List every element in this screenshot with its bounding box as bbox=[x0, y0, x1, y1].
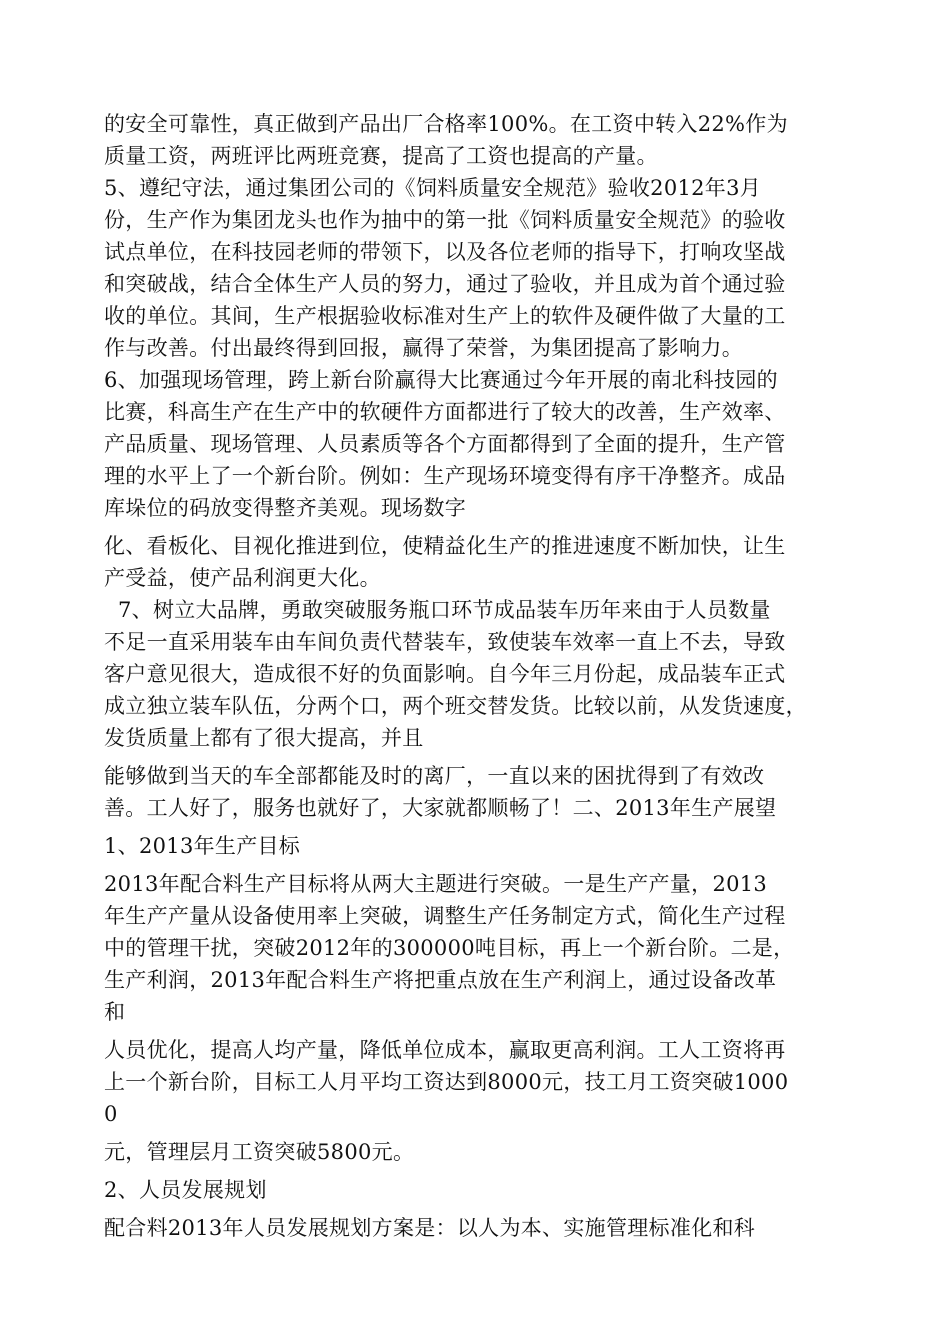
text-line: 份，生产作为集团龙头也作为抽中的第一批《饲料质量安全规范》的验收 bbox=[104, 208, 786, 232]
text-line: 中的管理干扰，突破2012年的300000吨目标，再上一个新台阶。二是， bbox=[104, 936, 795, 960]
text-line: 和突破战，结合全体生产人员的努力，通过了验收，并且成为首个通过验 bbox=[104, 272, 786, 296]
text-line: 化、看板化、目视化推进到位，使精益化生产的推进速度不断加快，让生 bbox=[104, 534, 786, 558]
text-line: 6、加强现场管理，跨上新台阶赢得大比赛通过今年开展的南北科技园的 bbox=[104, 368, 778, 392]
text-line: 产品质量、现场管理、人员素质等各个方面都得到了全面的提升，生产管 bbox=[104, 432, 786, 456]
text-line: 比赛，科高生产在生产中的软硬件方面都进行了较大的改善，生产效率、 bbox=[104, 400, 786, 424]
text-line: 发货质量上都有了很大提高，并且 bbox=[104, 726, 424, 750]
text-line: 成立独立装车队伍，分两个口，两个班交替发货。比较以前，从发货速度， bbox=[104, 694, 807, 718]
text-line: 产受益，使产品利润更大化。 bbox=[104, 566, 381, 590]
text-line: 的安全可靠性，真正做到产品出厂合格率100%。在工资中转入22%作为 bbox=[104, 112, 788, 136]
text-line: 能够做到当天的车全部都能及时的离厂，一直以来的困扰得到了有效改 bbox=[104, 764, 765, 788]
text-line: 质量工资，两班评比两班竞赛，提高了工资也提高的产量。 bbox=[104, 144, 658, 168]
text-line: 作与改善。付出最终得到回报，赢得了荣誉，为集团提高了影响力。 bbox=[104, 336, 743, 360]
text-line: 生产利润，2013年配合料生产将把重点放在生产利润上，通过设备改革 bbox=[104, 968, 777, 992]
text-line: 人员优化，提高人均产量，降低单位成本，赢取更高利润。工人工资将再 bbox=[104, 1038, 786, 1062]
text-line: 0 bbox=[104, 1102, 118, 1126]
text-line: 和 bbox=[104, 1000, 126, 1024]
text-line: 2013年配合料生产目标将从两大主题进行突破。一是生产产量，2013 bbox=[104, 872, 768, 896]
section-heading: 1、2013年生产目标 bbox=[104, 834, 301, 858]
text-line: 元，管理层月工资突破5800元。 bbox=[104, 1140, 415, 1164]
text-line: 不足一直采用装车由车间负责代替装车，致使装车效率一直上不去，导致 bbox=[104, 630, 786, 654]
text-line: 善。工人好了，服务也就好了，大家就都顺畅了！二、2013年生产展望 bbox=[104, 796, 777, 820]
text-line: 上一个新台阶，目标工人月平均工资达到8000元，技工月工资突破1000 bbox=[104, 1070, 789, 1094]
text-line: 库垛位的码放变得整齐美观。现场数字 bbox=[104, 496, 467, 520]
text-line: 配合料2013年人员发展规划方案是：以人为本、实施管理标准化和科 bbox=[104, 1216, 756, 1240]
section-heading: 2、人员发展规划 bbox=[104, 1178, 267, 1202]
text-line: 年生产产量从设备使用率上突破，调整生产任务制定方式，简化生产过程 bbox=[104, 904, 786, 928]
text-line: 收的单位。其间，生产根据验收标准对生产上的软件及硬件做了大量的工 bbox=[104, 304, 786, 328]
text-line: 理的水平上了一个新台阶。例如：生产现场环境变得有序干净整齐。成品 bbox=[104, 464, 786, 488]
text-line: 客户意见很大，造成很不好的负面影响。自今年三月份起，成品装车正式 bbox=[104, 662, 786, 686]
text-line: 5、遵纪守法，通过集团公司的《饲料质量安全规范》验收2012年3月 bbox=[104, 176, 762, 200]
text-line: 试点单位，在科技园老师的带领下，以及各位老师的指导下，打响攻坚战 bbox=[104, 240, 786, 264]
document-body bbox=[104, 108, 904, 1244]
text-line: 7、树立大品牌，勇敢突破服务瓶口环节成品装车历年来由于人员数量 bbox=[118, 598, 771, 622]
